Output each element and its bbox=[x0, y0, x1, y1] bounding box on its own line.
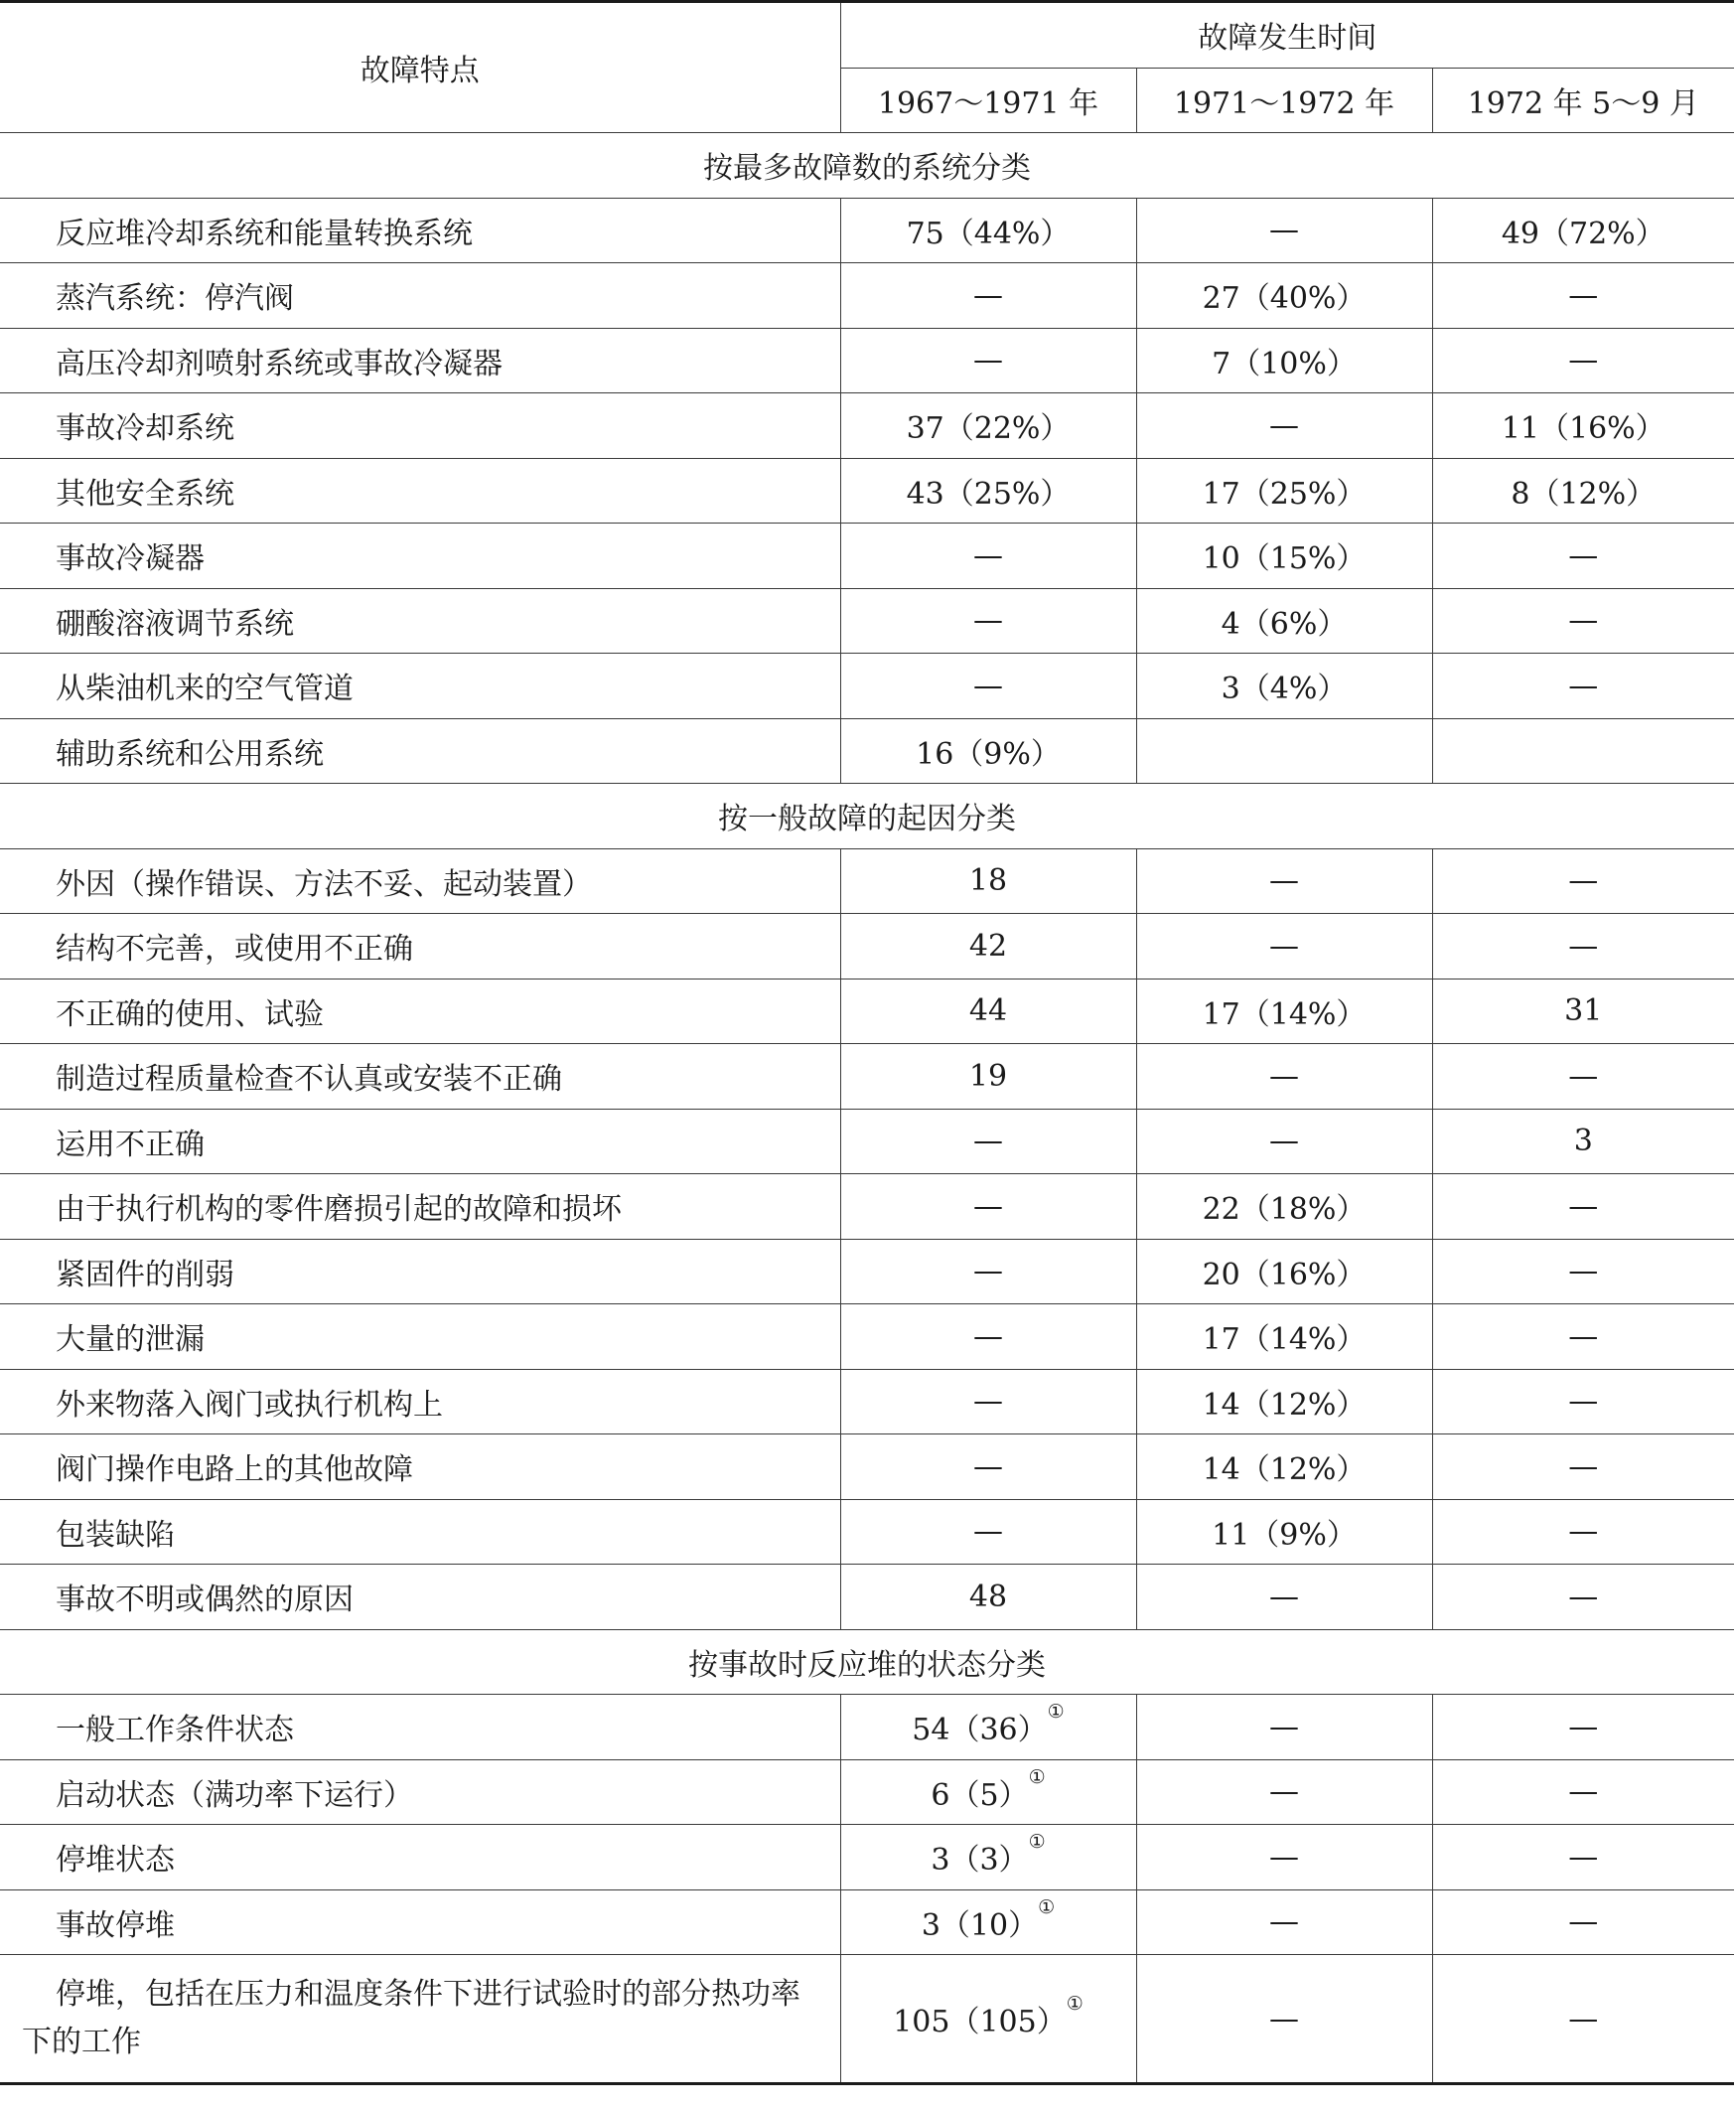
table-row bbox=[0, 979, 1734, 1044]
cell-value: — bbox=[1269, 1904, 1299, 1940]
cell-value: 14（12%） bbox=[1202, 1387, 1367, 1423]
cell-value: 20（16%） bbox=[1202, 1257, 1367, 1292]
cell-value: — bbox=[1568, 2001, 1599, 2036]
cell-value: 3（3） bbox=[931, 1843, 1029, 1879]
row-value bbox=[1136, 718, 1432, 784]
row-value bbox=[840, 1955, 1136, 2084]
row-value bbox=[1136, 1434, 1432, 1500]
row-value bbox=[1432, 1889, 1734, 1955]
cell-value: — bbox=[1568, 928, 1599, 964]
row-label: 一般工作条件状态 bbox=[0, 1695, 840, 1760]
cell-value: — bbox=[1568, 863, 1599, 899]
cell-value: 27（40%） bbox=[1202, 281, 1367, 317]
row-value bbox=[840, 1889, 1136, 1955]
cell-value: 42 bbox=[968, 928, 1008, 964]
row-value bbox=[840, 328, 1136, 393]
row-value bbox=[1136, 1239, 1432, 1304]
row-value bbox=[1136, 654, 1432, 719]
row-label: 不正确的使用、试验 bbox=[0, 979, 840, 1044]
row-label: 运用不正确 bbox=[0, 1109, 840, 1174]
row-value bbox=[840, 1434, 1136, 1500]
row-value bbox=[1136, 979, 1432, 1044]
cell-value: — bbox=[973, 603, 1003, 639]
row-value bbox=[840, 1369, 1136, 1434]
row-label: 停堆，包括在压力和温度条件下进行试验时的部分热功率下的工作 bbox=[0, 1955, 840, 2084]
row-value bbox=[1432, 1499, 1734, 1565]
cell-value: — bbox=[973, 1188, 1003, 1224]
section-header-row bbox=[0, 133, 1734, 199]
row-label: 其他安全系统 bbox=[0, 458, 840, 524]
cell-value: 11（9%） bbox=[1212, 1517, 1357, 1553]
cell-value: — bbox=[1568, 537, 1599, 573]
row-value bbox=[1432, 1955, 1734, 2084]
cell-value: 105（105） bbox=[893, 2005, 1067, 2039]
row-value bbox=[1432, 198, 1734, 263]
cell-value: 17（25%） bbox=[1202, 476, 1367, 512]
row-value bbox=[1136, 458, 1432, 524]
cell-value: — bbox=[1269, 928, 1299, 964]
cell-value: — bbox=[1568, 1514, 1599, 1550]
cell-value: — bbox=[1568, 603, 1599, 639]
cell-value: — bbox=[1269, 1124, 1299, 1159]
row-value bbox=[1432, 1239, 1734, 1304]
row-value bbox=[1432, 524, 1734, 589]
table-row bbox=[0, 1889, 1734, 1955]
cell-value: 44 bbox=[968, 993, 1008, 1029]
row-value bbox=[840, 198, 1136, 263]
row-value bbox=[840, 393, 1136, 459]
row-value bbox=[1432, 1109, 1734, 1174]
row-label: 阀门操作电路上的其他故障 bbox=[0, 1434, 840, 1500]
table-row bbox=[0, 1044, 1734, 1110]
row-value bbox=[1136, 1759, 1432, 1825]
table-row bbox=[0, 1239, 1734, 1304]
row-value bbox=[1136, 1565, 1432, 1630]
header-period: 1971～1972 年 bbox=[1136, 68, 1432, 133]
table-row bbox=[0, 1695, 1734, 1760]
row-value bbox=[1136, 1369, 1432, 1434]
row-label: 外因（操作错误、方法不妥、起动装置） bbox=[0, 848, 840, 914]
cell-value: — bbox=[1269, 407, 1299, 443]
table-row bbox=[0, 718, 1734, 784]
row-label: 结构不完善，或使用不正确 bbox=[0, 914, 840, 980]
cell-value: 14（12%） bbox=[1202, 1452, 1367, 1488]
section-title: 按最多故障数的系统分类 bbox=[0, 133, 1734, 199]
row-value bbox=[1136, 524, 1432, 589]
footnote-marker: ① bbox=[1066, 1993, 1084, 2015]
table-body bbox=[0, 2, 1734, 2084]
cell-value: — bbox=[1269, 1709, 1299, 1744]
row-value bbox=[840, 458, 1136, 524]
row-value bbox=[1432, 1759, 1734, 1825]
cell-value: — bbox=[1568, 1448, 1599, 1484]
row-value bbox=[1432, 263, 1734, 329]
row-value bbox=[1136, 1304, 1432, 1370]
cell-value: — bbox=[1269, 2001, 1299, 2036]
table-row bbox=[0, 1759, 1734, 1825]
row-value bbox=[840, 263, 1136, 329]
table-row bbox=[0, 1955, 1734, 2084]
row-value bbox=[840, 848, 1136, 914]
row-value bbox=[840, 1695, 1136, 1760]
row-value bbox=[840, 1759, 1136, 1825]
footnote-marker: ① bbox=[1028, 1831, 1046, 1854]
row-label: 事故停堆 bbox=[0, 1889, 840, 1955]
row-value bbox=[1136, 1499, 1432, 1565]
row-value bbox=[1432, 1434, 1734, 1500]
cell-value: — bbox=[973, 343, 1003, 378]
row-value bbox=[840, 1825, 1136, 1890]
header-feature: 故障特点 bbox=[0, 2, 840, 133]
row-value bbox=[1432, 328, 1734, 393]
cell-value: 11（16%） bbox=[1501, 411, 1665, 447]
row-value bbox=[1432, 914, 1734, 980]
cell-value: — bbox=[1568, 1579, 1599, 1614]
cell-value: — bbox=[1269, 1058, 1299, 1094]
cell-value: 3（4%） bbox=[1221, 672, 1348, 707]
row-value bbox=[1136, 1695, 1432, 1760]
row-value bbox=[840, 1565, 1136, 1630]
cell-value: 16（9%） bbox=[916, 736, 1061, 772]
row-value bbox=[1432, 848, 1734, 914]
table-row bbox=[0, 654, 1734, 719]
row-value bbox=[1432, 979, 1734, 1044]
table-row bbox=[0, 848, 1734, 914]
section-header-row bbox=[0, 784, 1734, 849]
header-row bbox=[0, 2, 1734, 69]
section-title: 按事故时反应堆的状态分类 bbox=[0, 1629, 1734, 1695]
cell-value: — bbox=[1269, 213, 1299, 248]
row-value bbox=[1136, 1825, 1432, 1890]
cell-value: — bbox=[1269, 1579, 1299, 1614]
row-label: 大量的泄漏 bbox=[0, 1304, 840, 1370]
cell-value: — bbox=[973, 1448, 1003, 1484]
row-label: 高压冷却剂喷射系统或事故冷凝器 bbox=[0, 328, 840, 393]
row-label: 蒸汽系统：停汽阀 bbox=[0, 263, 840, 329]
cell-value: — bbox=[973, 1514, 1003, 1550]
cell-value: 54（36） bbox=[912, 1713, 1048, 1748]
cell-value: 49（72%） bbox=[1501, 216, 1665, 251]
row-value bbox=[1432, 1044, 1734, 1110]
table-row bbox=[0, 1825, 1734, 1890]
cell-value: — bbox=[973, 1124, 1003, 1159]
cell-value: — bbox=[973, 537, 1003, 573]
row-value bbox=[1432, 458, 1734, 524]
row-label: 硼酸溶液调节系统 bbox=[0, 588, 840, 654]
cell-value: — bbox=[973, 1254, 1003, 1289]
cell-value: 43（25%） bbox=[906, 476, 1071, 512]
row-label: 启动状态（满功率下运行） bbox=[0, 1759, 840, 1825]
row-value bbox=[1432, 1565, 1734, 1630]
row-value bbox=[840, 1044, 1136, 1110]
row-value bbox=[840, 1239, 1136, 1304]
cell-value: 8（12%） bbox=[1511, 476, 1657, 512]
table-row bbox=[0, 1369, 1734, 1434]
row-value bbox=[1136, 393, 1432, 459]
header-period: 1967～1971 年 bbox=[840, 68, 1136, 133]
row-value bbox=[840, 914, 1136, 980]
cell-value: — bbox=[1568, 1318, 1599, 1354]
cell-value: — bbox=[1269, 863, 1299, 899]
row-label: 包装缺陷 bbox=[0, 1499, 840, 1565]
row-value bbox=[840, 588, 1136, 654]
row-value bbox=[1136, 588, 1432, 654]
table-row bbox=[0, 458, 1734, 524]
row-label: 反应堆冷却系统和能量转换系统 bbox=[0, 198, 840, 263]
row-label: 外来物落入阀门或执行机构上 bbox=[0, 1369, 840, 1434]
row-value bbox=[1136, 1889, 1432, 1955]
row-value bbox=[1136, 263, 1432, 329]
row-label: 停堆状态 bbox=[0, 1825, 840, 1890]
cell-value: — bbox=[1568, 1254, 1599, 1289]
row-value bbox=[840, 1174, 1136, 1240]
table-row bbox=[0, 393, 1734, 459]
cell-value: 3（10） bbox=[921, 1907, 1039, 1943]
header-period: 1972 年 5～9 月 bbox=[1432, 68, 1734, 133]
row-label: 事故冷却系统 bbox=[0, 393, 840, 459]
cell-value: — bbox=[973, 668, 1003, 703]
cell-value: — bbox=[1568, 668, 1599, 703]
row-value bbox=[1432, 393, 1734, 459]
cell-value: — bbox=[1568, 1058, 1599, 1094]
cell-value: 17（14%） bbox=[1202, 1322, 1367, 1358]
cell-value: 17（14%） bbox=[1202, 996, 1367, 1032]
table-row bbox=[0, 328, 1734, 393]
cell-value: 22（18%） bbox=[1202, 1192, 1367, 1228]
row-label: 制造过程质量检查不认真或安装不正确 bbox=[0, 1044, 840, 1110]
row-value bbox=[1136, 328, 1432, 393]
cell-value: — bbox=[1568, 1709, 1599, 1744]
cell-value: 7（10%） bbox=[1212, 346, 1357, 381]
row-value bbox=[840, 524, 1136, 589]
table-row bbox=[0, 1434, 1734, 1500]
cell-value: — bbox=[973, 1384, 1003, 1420]
cell-value: — bbox=[1568, 1904, 1599, 1940]
cell-value: 31 bbox=[1564, 993, 1603, 1029]
row-value bbox=[840, 718, 1136, 784]
cell-value: 3 bbox=[1573, 1124, 1593, 1159]
row-label: 事故冷凝器 bbox=[0, 524, 840, 589]
row-value bbox=[1432, 1174, 1734, 1240]
cell-value: 18 bbox=[968, 863, 1008, 899]
table-row bbox=[0, 198, 1734, 263]
cell-value: 75（44%） bbox=[906, 216, 1071, 251]
cell-value: 19 bbox=[968, 1058, 1008, 1094]
row-value bbox=[840, 654, 1136, 719]
row-value bbox=[840, 1304, 1136, 1370]
cell-value: — bbox=[1568, 1774, 1599, 1810]
table-row bbox=[0, 1174, 1734, 1240]
table-row bbox=[0, 1109, 1734, 1174]
cell-value: — bbox=[1568, 277, 1599, 313]
cell-value: — bbox=[973, 1318, 1003, 1354]
table-row bbox=[0, 1499, 1734, 1565]
footnote-marker: ① bbox=[1038, 1895, 1056, 1918]
section-title: 按一般故障的起因分类 bbox=[0, 784, 1734, 849]
cell-value: 48 bbox=[968, 1579, 1008, 1614]
footnote-marker: ① bbox=[1028, 1765, 1046, 1788]
table-row bbox=[0, 263, 1734, 329]
row-value bbox=[1136, 914, 1432, 980]
row-value bbox=[1136, 1955, 1432, 2084]
row-label: 辅助系统和公用系统 bbox=[0, 718, 840, 784]
cell-value: 4（6%） bbox=[1221, 606, 1348, 642]
row-value bbox=[1432, 718, 1734, 784]
row-value bbox=[1136, 1174, 1432, 1240]
table-row bbox=[0, 1304, 1734, 1370]
row-value bbox=[1136, 848, 1432, 914]
cell-value: — bbox=[1568, 1839, 1599, 1875]
table-row bbox=[0, 588, 1734, 654]
header-time: 故障发生时间 bbox=[840, 2, 1734, 69]
row-label: 紧固件的削弱 bbox=[0, 1239, 840, 1304]
cell-value: 37（22%） bbox=[906, 411, 1071, 447]
cell-value: — bbox=[1269, 1774, 1299, 1810]
row-label: 从柴油机来的空气管道 bbox=[0, 654, 840, 719]
row-label: 由于执行机构的零件磨损引起的故障和损坏 bbox=[0, 1174, 840, 1240]
row-value bbox=[1432, 654, 1734, 719]
row-label: 事故不明或偶然的原因 bbox=[0, 1565, 840, 1630]
table-row bbox=[0, 914, 1734, 980]
cell-value: — bbox=[1568, 343, 1599, 378]
row-value bbox=[1136, 198, 1432, 263]
row-value bbox=[1432, 1695, 1734, 1760]
cell-value: 10（15%） bbox=[1202, 541, 1367, 577]
row-value bbox=[1432, 1825, 1734, 1890]
row-value bbox=[840, 1499, 1136, 1565]
row-value bbox=[1432, 588, 1734, 654]
row-value bbox=[1136, 1044, 1432, 1110]
cell-value: — bbox=[1568, 1384, 1599, 1420]
cell-value: — bbox=[973, 277, 1003, 313]
row-value bbox=[1136, 1109, 1432, 1174]
cell-value: — bbox=[1269, 1839, 1299, 1875]
cell-value: 6（5） bbox=[931, 1777, 1029, 1813]
table-row bbox=[0, 1565, 1734, 1630]
table-row bbox=[0, 524, 1734, 589]
row-value bbox=[840, 1109, 1136, 1174]
cell-value: — bbox=[1568, 1188, 1599, 1224]
section-header-row bbox=[0, 1629, 1734, 1695]
row-value bbox=[1432, 1369, 1734, 1434]
row-value bbox=[840, 979, 1136, 1044]
footnote-marker: ① bbox=[1047, 1701, 1065, 1724]
row-value bbox=[1432, 1304, 1734, 1370]
